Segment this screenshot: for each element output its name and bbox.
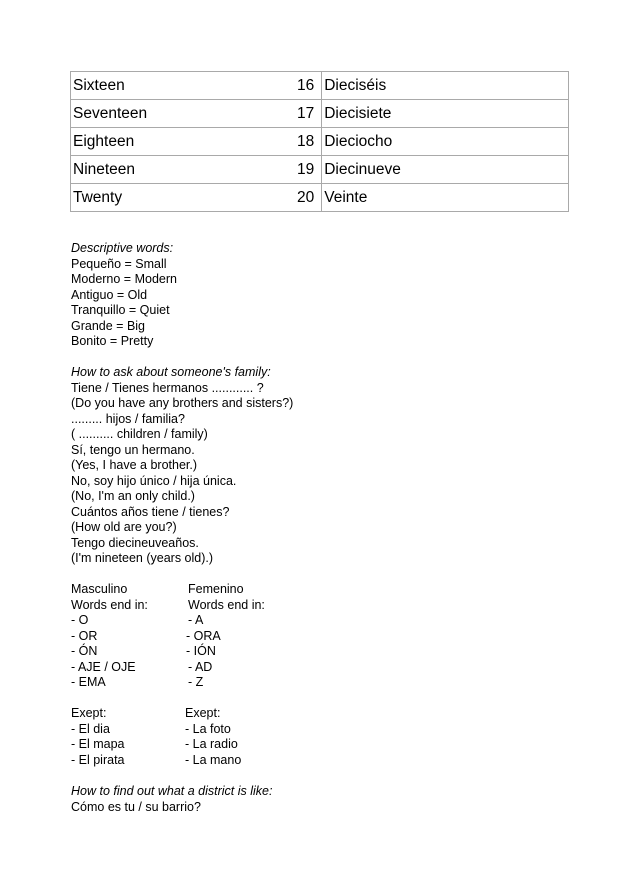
spanish-cell: Diecinueve bbox=[322, 156, 569, 184]
masculine-line: Masculino bbox=[71, 582, 128, 596]
phrase-line: Cómo es tu / su barrio? bbox=[71, 799, 201, 814]
feminine-line: Femenino bbox=[188, 582, 244, 596]
masculine-line: - ÓN bbox=[71, 644, 98, 658]
english-cell: Nineteen bbox=[71, 156, 191, 184]
phrase-line: Cuántos años tiene / tienes? bbox=[71, 504, 230, 519]
number-cell: 19 bbox=[191, 156, 322, 184]
masculine-line: - O bbox=[71, 613, 89, 627]
feminine-line: - Z bbox=[188, 675, 204, 689]
phrase-line: Sí, tengo un hermano. bbox=[71, 442, 195, 457]
phrase-line: ( .......... children / family) bbox=[71, 427, 208, 441]
exception-line: - El pirata bbox=[71, 752, 125, 767]
masculine-line: Words end in: bbox=[71, 597, 148, 612]
descriptive-words-section bbox=[71, 241, 177, 350]
vocab-line: Moderno = Modern bbox=[71, 272, 177, 286]
masculine-line: - AJE / OJE bbox=[71, 659, 136, 674]
phrase-line: (How old are you?) bbox=[71, 520, 177, 534]
table-row bbox=[71, 184, 569, 212]
exception-line: - La radio bbox=[185, 737, 238, 751]
spanish-cell: Dieciséis bbox=[322, 72, 569, 100]
exception-line: Exept: bbox=[71, 706, 107, 720]
exception-line: - La mano bbox=[185, 752, 242, 767]
masculine-line: - OR bbox=[71, 628, 98, 643]
feminine-line: - IÓN bbox=[186, 644, 216, 658]
english-cell: Sixteen bbox=[71, 72, 191, 100]
section-heading: How to find out what a district is like: bbox=[71, 784, 273, 798]
vocab-line: Grande = Big bbox=[71, 318, 146, 333]
exception-line: - El mapa bbox=[71, 737, 125, 751]
exception-line: - La foto bbox=[185, 721, 231, 736]
exception-line: Exept: bbox=[185, 706, 221, 720]
masculine-exceptions bbox=[71, 706, 125, 768]
number-cell: 17 bbox=[191, 100, 322, 128]
number-cell: 20 bbox=[191, 184, 322, 212]
vocab-line: Pequeño = Small bbox=[71, 256, 167, 271]
exception-line: - El dia bbox=[71, 721, 110, 736]
section-heading: Descriptive words: bbox=[71, 241, 174, 255]
feminine-line: - ORA bbox=[186, 628, 221, 643]
vocab-line: Tranquillo = Quiet bbox=[71, 303, 170, 317]
english-cell: Twenty bbox=[71, 184, 191, 212]
feminine-column bbox=[186, 582, 265, 691]
feminine-line: Words end in: bbox=[188, 597, 265, 612]
family-section bbox=[71, 365, 293, 567]
table-row bbox=[71, 72, 569, 100]
phrase-line: (Yes, I have a brother.) bbox=[71, 458, 198, 472]
phrase-line: Tiene / Tienes hermanos ............ ? bbox=[71, 380, 264, 395]
feminine-line: - A bbox=[188, 613, 204, 627]
district-section bbox=[71, 784, 272, 815]
spanish-cell: Diecisiete bbox=[322, 100, 569, 128]
phrase-line: (No, I'm an only child.) bbox=[71, 489, 195, 503]
feminine-line: - AD bbox=[188, 659, 213, 674]
vocab-line: Bonito = Pretty bbox=[71, 334, 154, 348]
phrase-line: ......... hijos / familia? bbox=[71, 411, 185, 426]
english-cell: Seventeen bbox=[71, 100, 191, 128]
table-row bbox=[71, 100, 569, 128]
vocab-line: Antiguo = Old bbox=[71, 287, 148, 302]
table-row bbox=[71, 128, 569, 156]
number-cell: 16 bbox=[191, 72, 322, 100]
phrase-line: Tengo diecineuveaños. bbox=[71, 535, 199, 550]
spanish-cell: Dieciocho bbox=[322, 128, 569, 156]
table-row bbox=[71, 156, 569, 184]
phrase-line: (I'm nineteen (years old).) bbox=[71, 551, 214, 565]
feminine-exceptions bbox=[185, 706, 241, 768]
masculine-line: - EMA bbox=[71, 675, 106, 689]
masculine-column bbox=[71, 582, 148, 691]
phrase-line: (Do you have any brothers and sisters?) bbox=[71, 396, 294, 410]
number-cell: 18 bbox=[191, 128, 322, 156]
english-cell: Eighteen bbox=[71, 128, 191, 156]
section-heading: How to ask about someone's family: bbox=[71, 365, 271, 379]
phrase-line: No, soy hijo único / hija única. bbox=[71, 473, 237, 488]
numbers-table bbox=[70, 71, 569, 212]
spanish-cell: Veinte bbox=[322, 184, 569, 212]
